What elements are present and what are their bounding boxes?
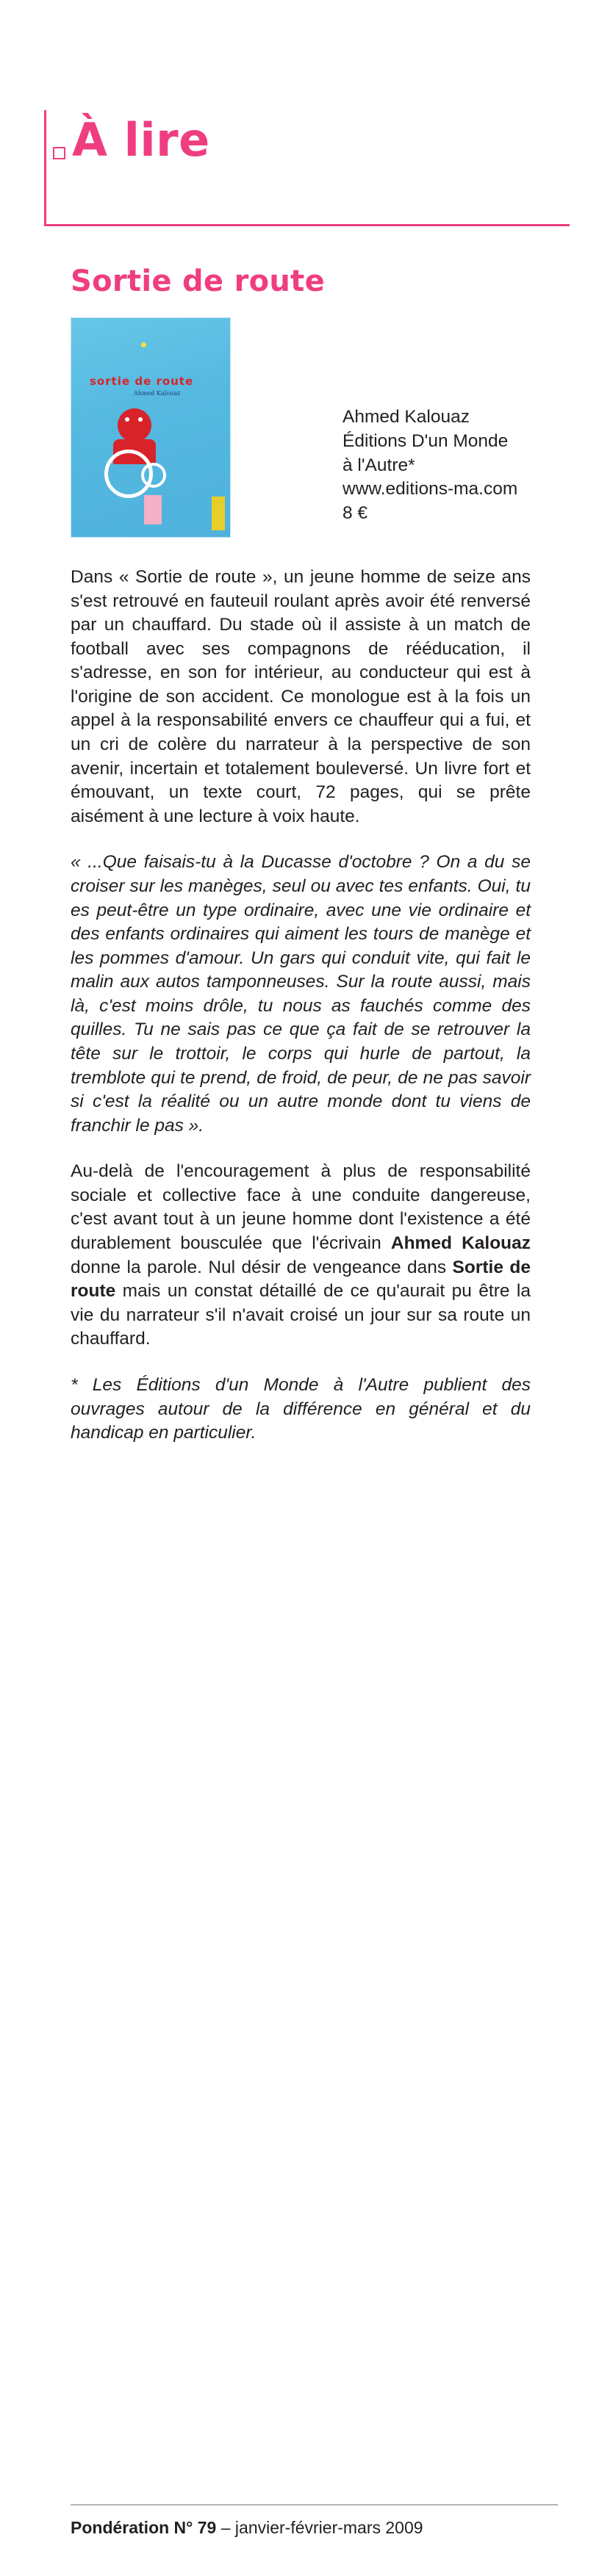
paragraph-footnote: * Les Éditions d'un Monde à l'Autre publient des ouvrages autour de la différence en général et du handicap en particulier.	[71, 1374, 531, 1443]
book-price: 8 €	[342, 503, 368, 524]
header-accent-bar	[44, 110, 46, 226]
wheel-small-icon	[141, 463, 166, 488]
figure-eye-right	[138, 417, 143, 422]
closing-bold-title: Sortie de route	[71, 1257, 531, 1302]
figure-eye-left	[125, 417, 129, 422]
page-footer	[71, 2508, 558, 2538]
page-title: À lire	[72, 113, 210, 167]
book-publisher: Éditions D'un Monde	[342, 430, 509, 451]
sun-icon	[141, 342, 146, 347]
section-header	[0, 0, 599, 167]
article-body	[71, 566, 531, 1446]
book-author: Ahmed Kalouaz	[342, 407, 470, 427]
footer-divider	[71, 2504, 558, 2505]
cover-title-text: sortie de route	[90, 375, 194, 388]
book-cover-image	[71, 317, 231, 538]
cover-publisher-strip	[212, 497, 225, 530]
closing-part-2: donne la parole. Nul désir de vengeance dans	[71, 1257, 453, 1277]
footer-publication: Pondération N° 79	[71, 2518, 217, 2537]
book-website[interactable]: www.editions-ma.com	[342, 479, 518, 499]
figure-head	[118, 408, 151, 442]
header-divider	[44, 224, 570, 226]
paragraph-quote: « ...Que faisais-tu à la Ducasse d'octobre ? On a du se croiser sur les manèges, seul ou avec tes enfants. Oui, tu es peut-être un type ordinaire, avec une vie ordinaire et des enfants ordinaires qui aiment les tours de manège et les pommes d'amour. Un gars qui conduit vite, qui fait le malin aux autos tamponneuses. Sur la route aussi, mais là, c'est moins drôle, tu nous as fauchés comme des quilles. Tu ne sais pas ce que ça fait de se retrouver la tête sur le trottoir, le corps qui hurle de partout, la tremblote qui te prend, de froid, de peur, de ne pas savoir si c'est la réalité ou un autre monde dont tu viens de franchir le pas ».	[71, 852, 531, 1136]
cover-badge	[144, 495, 162, 524]
paragraph-closing	[71, 1160, 531, 1352]
closing-part-3: mais un constat détaillé de ce qu'aurait pu être la vie du narrateur s'il n'avait croisé un jour sur sa route un chauffard.	[71, 1281, 531, 1349]
closing-bold-author: Ahmed Kalouaz	[390, 1233, 531, 1254]
book-metadata	[342, 405, 517, 526]
wheelchair-figure-illustration	[103, 408, 171, 497]
book-publisher-line2: à l'Autre*	[342, 455, 415, 475]
cover-author-text: Ahmed Kalouaz	[134, 390, 181, 397]
footer-issue: – janvier-février-mars 2009	[220, 2518, 423, 2537]
header-square-icon	[53, 147, 65, 159]
book-cover	[71, 317, 231, 538]
article-title: Sortie de route	[71, 264, 326, 298]
closing-part-1: Au-delà de l'encouragement à plus de responsabilité sociale et collective face à une conduite dangereuse, c'est avant tout à un jeune homme dont l'existence a été durablement bousculée que l'écrivain	[71, 1161, 531, 1254]
paragraph-summary: Dans « Sortie de route », un jeune homme de seize ans s'est retrouvé en fauteuil roulant après avoir été renversé par un chauffard. Du stade où il assiste à un match de football avec ses compagnons de rééducation, il s'adresse, en son for intérieur, au conducteur qui est à l'origine de son accident. Ce monologue est à la fois un appel à la responsabilité envers ce chauffeur qui a fui, et un cri de colère du narrateur à la perspective de son avenir, incertain et totalement bouleversé. Un livre fort et émouvant, un texte court, 72 pages, qui se prête aisément à une lecture à voix haute.	[71, 567, 531, 826]
